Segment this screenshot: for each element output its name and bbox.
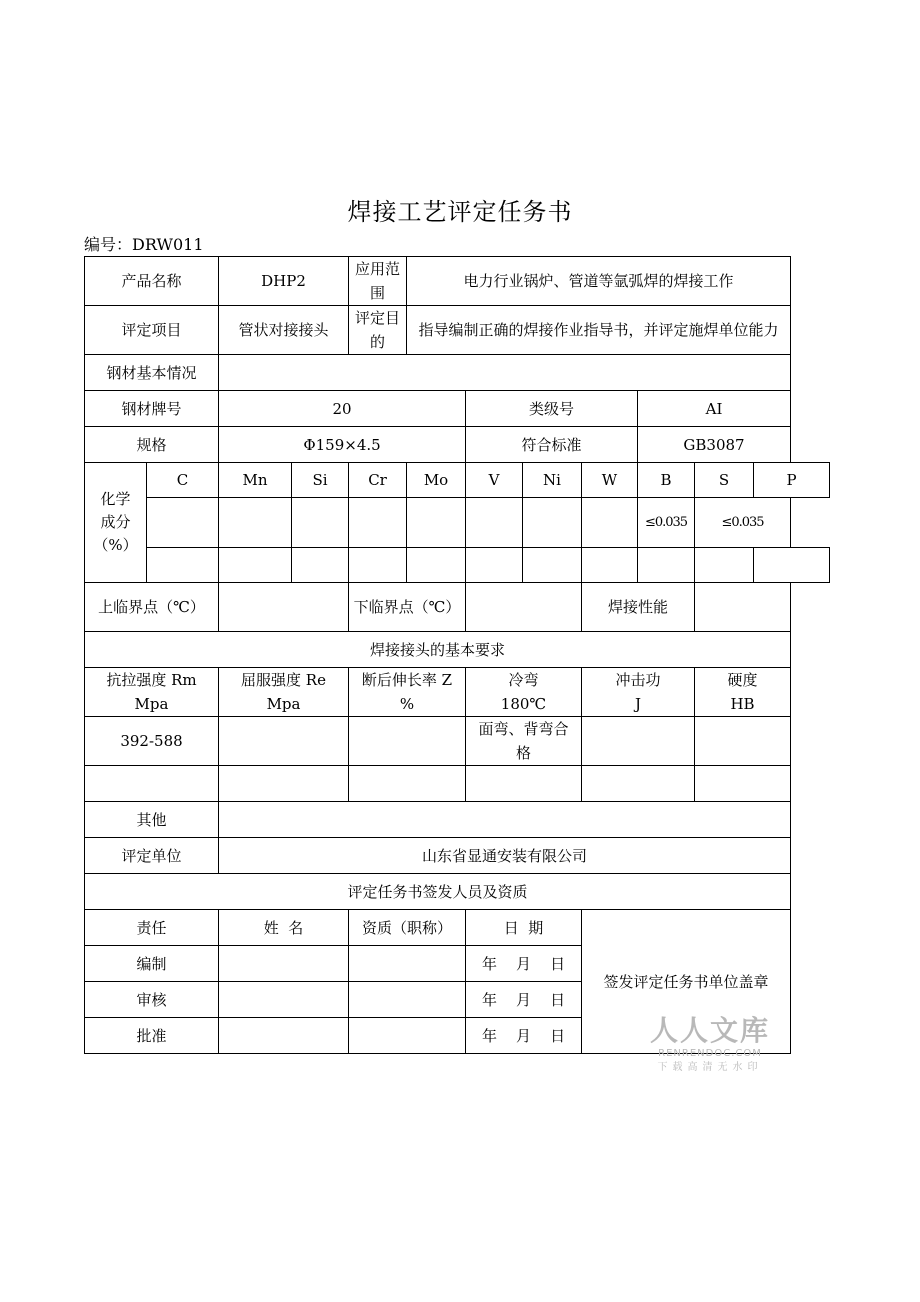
sign-role: 编制 [85,946,219,982]
chem-element: V [466,463,523,498]
yield-value [219,717,349,766]
sign-date: 年 月 日 [466,1018,582,1054]
chem-element: B [638,463,695,498]
chem-cell [582,498,638,548]
sign-qual-cell [349,1018,466,1054]
requirements-value-row [85,717,830,766]
chem-cell [582,548,638,583]
weldability-value [695,583,791,632]
unit-value: 山东省显通安装有限公司 [219,838,791,874]
watermark-logo [640,1015,780,1075]
sign-col-responsibility: 责任 [85,910,219,946]
item-value: 管状对接接头 [219,306,349,355]
chem-element: Cr [349,463,407,498]
chem-empty-row [85,548,830,583]
sign-qual-cell [349,982,466,1018]
chem-cell [523,548,582,583]
bend-header-l1: 冷弯 [508,671,539,689]
class-label: 类级号 [466,391,638,427]
impact-header [582,668,695,717]
item-row [85,306,830,355]
unit-row [85,838,830,874]
spec-label: 规格 [85,427,219,463]
chem-s-value: ≤0.035 [638,498,695,548]
chem-cell [292,548,349,583]
bend-header-l2: 180℃ [500,695,547,713]
chem-cell [219,548,292,583]
steel-info-row [85,355,830,391]
product-value: DHP2 [219,257,349,306]
watermark-line3: 下载高清无水印 [657,1062,763,1073]
chem-cell [695,548,754,583]
chem-label-line3: （%） [93,536,138,554]
spec-value: Φ159×4.5 [219,427,466,463]
spec-row [85,427,830,463]
chem-label [85,463,147,583]
sign-name-cell [219,982,349,1018]
chem-element: Ni [523,463,582,498]
chem-header-row [85,463,830,498]
req-cell [582,766,695,802]
other-label: 其他 [85,802,219,838]
scope-value: 电力行业锅炉、管道等氩弧焊的焊接工作 [407,257,791,306]
impact-header-l1: 冲击功 [615,671,661,689]
tensile-header-l2: Mpa [134,695,169,713]
chem-element: W [582,463,638,498]
chem-cell [147,548,219,583]
document-title: 焊接工艺评定任务书 [347,198,573,226]
chem-cell [466,498,523,548]
chem-cell [754,548,830,583]
req-cell [466,766,582,802]
chem-element: P [754,463,830,498]
tensile-header-l1: 抗拉强度 Rm [106,671,197,689]
req-cell [349,766,466,802]
issuer-section-row [85,874,830,910]
std-label: 符合标准 [466,427,638,463]
scope-label: 应用范围 [349,257,407,306]
steel-info-value [219,355,791,391]
requirements-section-row [85,632,830,668]
requirements-header-row [85,668,830,717]
req-cell [85,766,219,802]
chem-element: Mo [407,463,466,498]
steel-info-label: 钢材基本情况 [85,355,219,391]
grade-label: 钢材牌号 [85,391,219,427]
requirements-empty-row [85,766,830,802]
hardness-header [695,668,791,717]
grade-row [85,391,830,427]
chem-cell [466,548,523,583]
chem-cell [407,498,466,548]
sign-col-qualification: 资质（职称） [349,910,466,946]
elongation-header [349,668,466,717]
sign-header-row [85,910,830,946]
sign-role: 批准 [85,1018,219,1054]
issuer-section-label: 评定任务书签发人员及资质 [85,874,791,910]
grade-value: 20 [219,391,466,427]
watermark-line2: RENRENDOC.COM [658,1048,762,1059]
chem-cell [292,498,349,548]
sign-date: 年 月 日 [466,946,582,982]
yield-header-l1: 屈服强度 Re [241,671,326,689]
chem-cell [147,498,219,548]
chem-cell [638,548,695,583]
bend-value: 面弯、背弯合格 [466,717,582,766]
impact-header-l2: J [635,695,642,713]
requirements-section-label: 焊接接头的基本要求 [85,632,791,668]
tensile-value: 392-588 [85,717,219,766]
sign-name-cell [219,946,349,982]
chem-cell [219,498,292,548]
impact-value [582,717,695,766]
chem-element: C [147,463,219,498]
chem-cell [349,498,407,548]
class-value: AI [638,391,791,427]
chem-cell [349,548,407,583]
chem-cell [407,548,466,583]
chem-p-value: ≤0.035 [695,498,791,548]
chem-label-line1: 化学 [100,490,131,508]
yield-header-l2: Mpa [266,695,301,713]
tensile-header [85,668,219,717]
upper-critical-value [219,583,349,632]
unit-label: 评定单位 [85,838,219,874]
qualification-task-form [84,256,830,1054]
critical-row [85,583,830,632]
item-label: 评定项目 [85,306,219,355]
sign-col-date: 日 期 [466,910,582,946]
sign-qual-cell [349,946,466,982]
hardness-header-l1: 硬度 [727,671,758,689]
upper-critical-label: 上临界点（℃） [85,583,219,632]
product-label: 产品名称 [85,257,219,306]
chem-values-row [85,498,830,548]
other-value [219,802,791,838]
sign-date: 年 月 日 [466,982,582,1018]
elongation-header-l1: 断后伸长率 Z [361,671,453,689]
chem-element: Mn [219,463,292,498]
sign-name-cell [219,1018,349,1054]
other-row [85,802,830,838]
yield-header [219,668,349,717]
lower-critical-value [466,583,582,632]
chem-element: Si [292,463,349,498]
elongation-header-l2: % [399,695,415,713]
hardness-header-l2: HB [730,695,755,713]
weldability-label: 焊接性能 [582,583,695,632]
product-row [85,257,830,306]
purpose-label: 评定目的 [349,306,407,355]
req-cell [219,766,349,802]
document-number: 编号：DRW011 [84,235,204,254]
std-value: GB3087 [638,427,791,463]
chem-cell [523,498,582,548]
sign-role: 审核 [85,982,219,1018]
bend-header [466,668,582,717]
lower-critical-label: 下临界点（℃） [349,583,466,632]
chem-element: S [695,463,754,498]
chem-label-line2: 成分 [100,513,131,531]
hardness-value [695,717,791,766]
sign-col-name: 姓 名 [219,910,349,946]
elongation-value [349,717,466,766]
purpose-value: 指导编制正确的焊接作业指导书，并评定施焊单位能力 [407,306,791,355]
seal-area: 签发评定任务书单位盖章 [582,910,791,1054]
watermark-line1: 人人文库 [649,1014,770,1047]
req-cell [695,766,791,802]
